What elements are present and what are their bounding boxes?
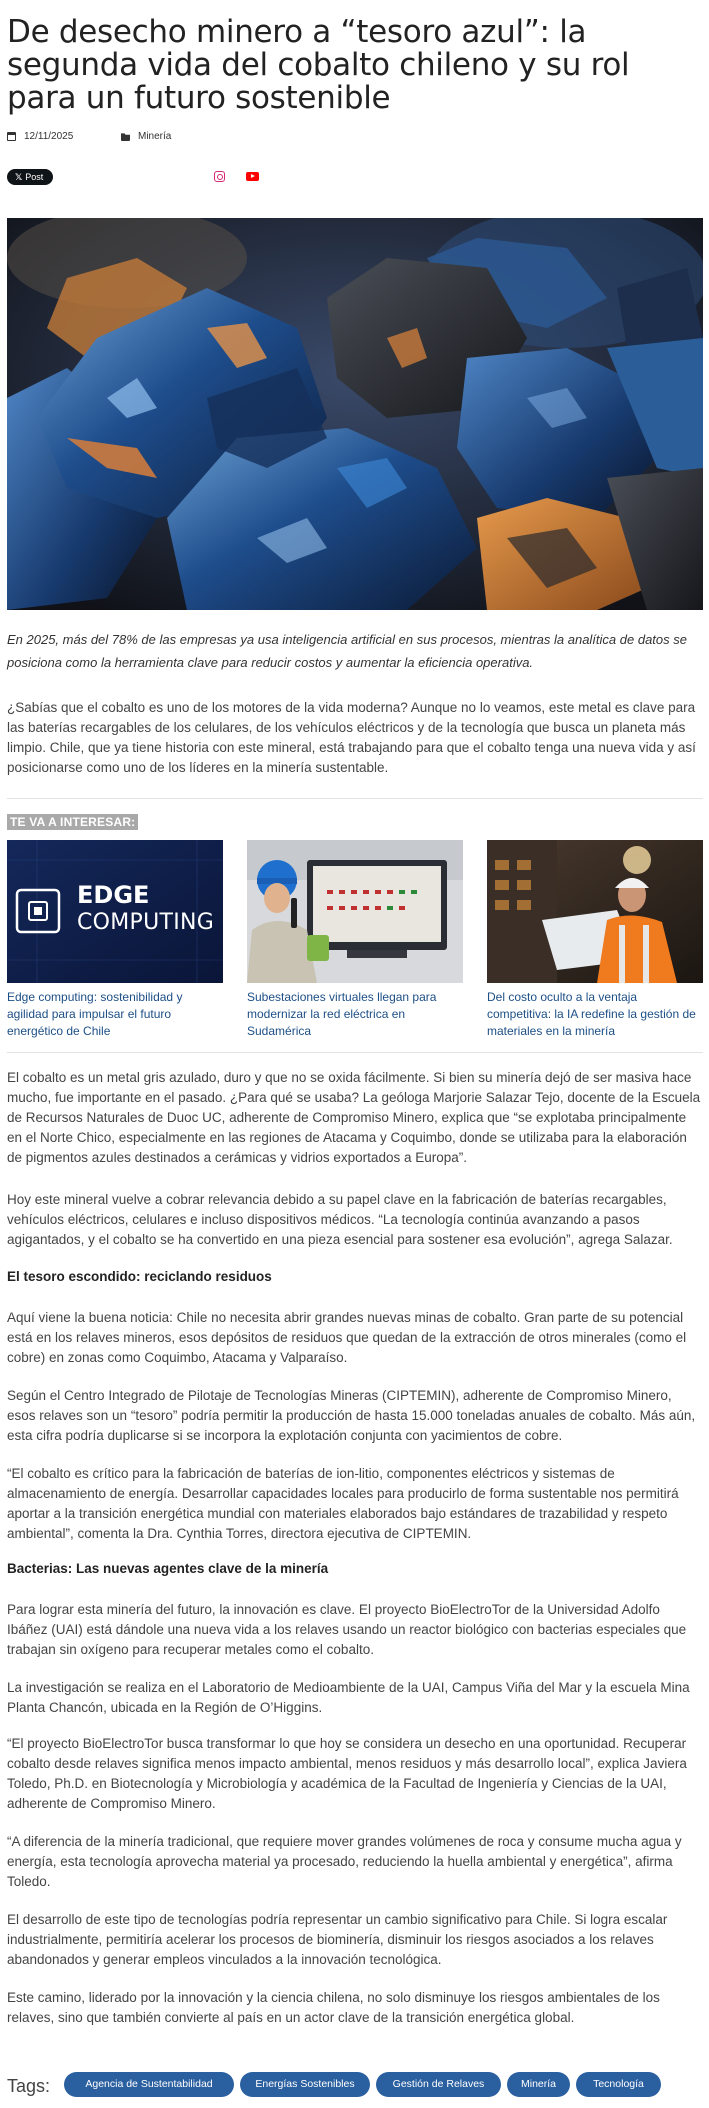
related-thumb-3[interactable] — [487, 840, 703, 983]
related-title-1[interactable]: Edge computing: sostenibilidad y agilidad para impulsar el futuro energético de Chile — [7, 990, 183, 1038]
thumb-text-edge: EDGE — [77, 881, 150, 909]
tags-label: Tags: — [7, 2076, 51, 2096]
social-bar — [7, 168, 307, 186]
body-paragraph-4: Según el Centro Integrado de Pilotaje de Tecnologías Mineras (CIPTEMIN), adherente de Compromiso Minero, esos relaves son un “tesoro” podría permitir la producción de hasta 15.000 toneladas anuales de cobalto. Más aún, esta cifra podría duplicarse si se incorpora la explotación conjunta con yacimientos de cobre. — [7, 1388, 696, 1443]
mining-worker-thumb — [487, 840, 703, 983]
date-meta — [7, 131, 73, 142]
divider-bottom — [7, 1052, 703, 1053]
body-paragraph-5: “El cobalto es crítico para la fabricación de baterías de ion-litio, componentes eléctricos y sistemas de almacenamiento de energía. Desarrollar capacidades locales para producirlo de forma sustentable nos permitirá aportar a la transición energética mundial con materiales elaborados bajo estándares de trazabilidad y respeto ambiental”, comenta la Dra. Cynthia Torres, directora ejecutiva de CIPTEMIN. — [7, 1466, 679, 1541]
substation-thumb — [247, 840, 463, 983]
image-caption: En 2025, más del 78% de las empresas ya usa inteligencia artificial en sus procesos, mientras la analítica de datos se posiciona como la herramienta clave para reducir costos y aumentar la eficiencia operativa. — [7, 632, 687, 670]
thumb-text-computing: COMPUTING — [77, 910, 215, 935]
related-title-3[interactable]: Del costo oculto a la ventaja competitiva: la IA redefine la gestión de materiales en la minería — [487, 990, 696, 1038]
body-paragraph-6: Para lograr esta minería del futuro, la innovación es clave. El proyecto BioElectroTor de la Universidad Adolfo Ibáñez (UAI) está dándole una nueva vida a los relaves usando un reactor biológico con bacterias especiales que trabajan sin oxígeno para recuperar metales como el cobalto. — [7, 1602, 687, 1657]
calendar-icon — [7, 132, 16, 141]
x-post-button[interactable] — [7, 169, 53, 185]
related-thumb-1[interactable] — [7, 840, 223, 983]
divider-top — [7, 798, 703, 799]
article-category[interactable]: Minería — [138, 131, 172, 142]
body-paragraph-7: La investigación se realiza en el Laboratorio de Medioambiente de la UAI, Campus Viña del Mar y la escuela Mina Planta Chancón, ubicada en la Región de O’Higgins. — [7, 1680, 690, 1715]
body-paragraph-11: Este camino, liderado por la innovación y la ciencia chilena, no solo disminuye los riesgos ambientales de los relaves, sino que también convierte al país en un actor clave de la transición energética global. — [7, 1990, 660, 2025]
related-title-2[interactable]: Subestaciones virtuales llegan para modernizar la red eléctrica en Sudamérica — [247, 990, 437, 1038]
body-paragraph-3: Aquí viene la buena noticia: Chile no necesita abrir grandes nuevas minas de cobalto. Gran parte de su potencial está en los relaves mineros, esos depósitos de residuos que quedan de la extracción de otros minerales (como el cobre) en zonas como Coquimbo, Atacama y Valparaíso. — [7, 1310, 687, 1365]
cobalt-rocks-illustration — [7, 218, 703, 610]
x-post-label: Post — [25, 172, 44, 182]
tag-agencia-sustentabilidad[interactable]: Agencia de Sustentabilidad — [64, 2072, 234, 2097]
section-heading-1: El tesoro escondido: reciclando residuos — [7, 1269, 272, 1284]
section-heading-2: Bacterias: Las nuevas agentes clave de la minería — [7, 1561, 329, 1576]
related-card-3[interactable] — [487, 840, 703, 1040]
hero-image — [7, 218, 703, 610]
tags-bar — [7, 2072, 703, 2098]
related-card-1[interactable] — [7, 840, 223, 1040]
related-heading: TE VA A INTERESAR: — [7, 814, 138, 830]
tag-mineria[interactable]: Minería — [507, 2072, 570, 2097]
intro-paragraph: ¿Sabías que el cobalto es uno de los motores de la vida moderna? Aunque no lo veamos, este metal es clave para las baterías recargables de los celulares, de los vehículos eléctricos y de la tecnología que busca un planeta más limpio. Chile, que ya tiene historia con este mineral, está trabajando para que el cobalto tenga una nueva vida y así posicionarse como uno de los líderes en la minería sustentable. — [7, 700, 696, 775]
folder-icon — [121, 132, 130, 141]
x-logo-icon: 𝕏 — [15, 172, 23, 182]
category-meta[interactable] — [121, 131, 171, 142]
tag-energias-sostenibles[interactable]: Energías Sostenibles — [240, 2072, 370, 2097]
body-paragraph-8: “El proyecto BioElectroTor busca transformar lo que hoy se considera un desecho en una oportunidad. Recuperar cobalto desde relaves significa menos impacto ambiental, menos residuos y más desarrollo local”, explica Javiera Toledo, Ph.D. en Biotecnología y Microbiología y académica de la Facultad de Ingeniería y Ciencias de la UAI, adherente de Compromiso Minero. — [7, 1736, 687, 1811]
body-paragraph-10: El desarrollo de este tipo de tecnologías podría representar un cambio significativo para Chile. Si logra escalar industrialmente, permitiría acelerar los procesos de biominería, disminuir los riesgos asociados a los relaves abandonados y generar empleos vinculados a la innovación tecnológica. — [7, 1912, 668, 1967]
body-paragraph-2: Hoy este mineral vuelve a cobrar relevancia debido a su papel clave en la fabricación de baterías recargables, vehículos eléctricos, celulares e incluso dispositivos médicos. “La tecnología continúa avanzando a pasos agigantados, y el cobalto se ha convertido en una pieza esencial para sostener esa evolución”, agrega Salazar. — [7, 1192, 673, 1247]
article-title: De desecho minero a “tesoro azul”: la segunda vida del cobalto chileno y su rol para un futuro sostenible — [7, 14, 630, 116]
article-meta — [7, 131, 307, 145]
instagram-icon[interactable] — [214, 171, 225, 182]
youtube-icon[interactable] — [246, 172, 259, 181]
body-paragraph-9: “A diferencia de la minería tradicional, que requiere mover grandes volúmenes de roca y consume mucha agua y energía, esta tecnología aprovecha material ya procesado, reduciendo la huella ambiental y energética”, afirma Toledo. — [7, 1834, 682, 1889]
article-date: 12/11/2025 — [24, 131, 74, 142]
body-paragraph-1: El cobalto es un metal gris azulado, duro y que no se oxida fácilmente. Si bien su minería dejó de ser masiva hace mucho, fue importante en el pasado. ¿Para qué se usaba? La geóloga Marjorie Salazar Tejo, docente de la Escuela de Recursos Naturales de Duoc UC, adherente de Compromiso Minero, explica que “se explotaba principalmente en el Norte Chico, especialmente en las regiones de Atacama y Coquimbo, donde se utilizaba para la elaboración de pigmentos azules destinados a cerámicas y vidrios exportados a Europa”. — [7, 1070, 701, 1165]
tag-gestion-relaves[interactable]: Gestión de Relaves — [376, 2072, 501, 2097]
related-card-2[interactable] — [247, 840, 463, 1040]
tag-tecnologia[interactable]: Tecnología — [576, 2072, 661, 2097]
related-thumb-2[interactable] — [247, 840, 463, 983]
